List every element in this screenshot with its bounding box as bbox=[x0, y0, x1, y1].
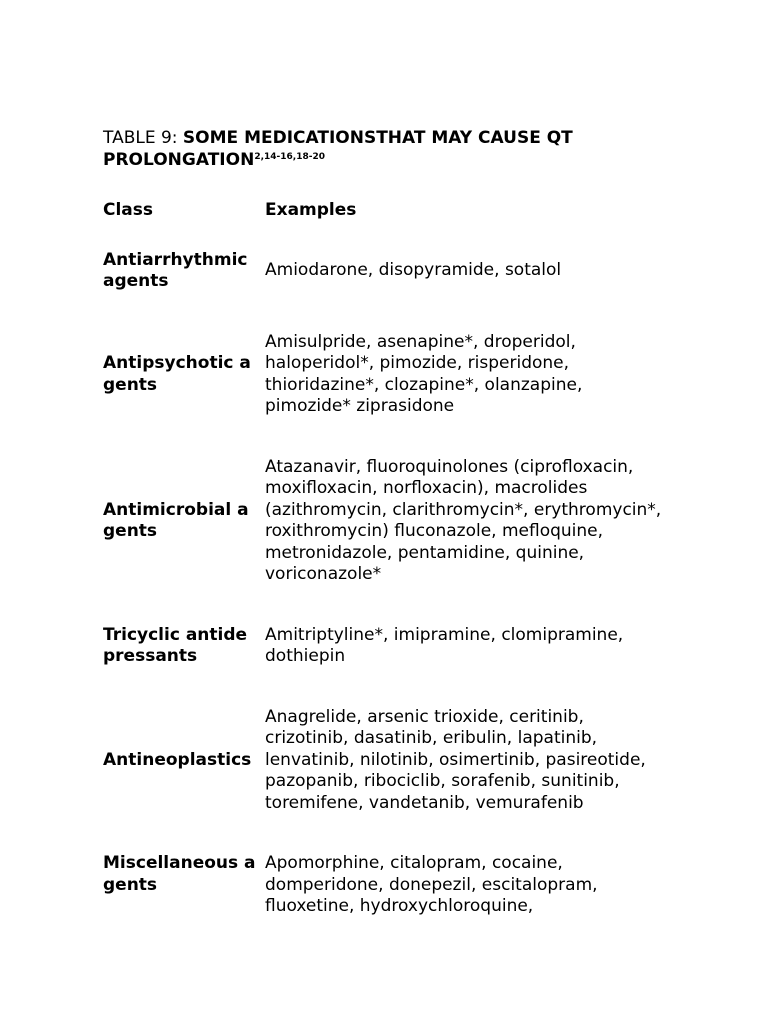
table-row bbox=[103, 457, 663, 625]
table-row bbox=[103, 853, 663, 918]
header-examples: Examples bbox=[265, 200, 357, 220]
row-examples: Atazanavir, fluoroquinolones (ciprofloxacin, moxifloxacin, norfloxacin), macrolides (azithromycin, clarithromycin*, erythromycin*, roxithromycin) fluconazole, mefloquine, metronidazole, pentamidine, quinine, voriconazole* bbox=[265, 456, 662, 584]
row-examples: Anagrelide, arsenic trioxide, ceritinib, crizotinib, dasatinib, eribulin, lapatinib, lenvatinib, nilotinib, osimertinib, pasireotide, pazopanib, ribociclib, sorafenib, sunitinib, toremifene, vandetanib, vemurafenib bbox=[265, 706, 646, 813]
caption-prefix: TABLE 9: bbox=[103, 128, 183, 148]
row-class: Antimicrobial agents bbox=[103, 499, 249, 541]
table-row bbox=[103, 332, 663, 457]
row-class: Antiarrhythmic agents bbox=[103, 249, 248, 291]
row-class: Tricyclic antidepressants bbox=[103, 624, 248, 666]
row-class: Antipsychotic agents bbox=[103, 353, 251, 395]
table-row bbox=[103, 707, 663, 854]
table-row bbox=[103, 625, 663, 707]
table-caption bbox=[103, 127, 663, 171]
row-class: Miscellaneous agents bbox=[103, 853, 256, 895]
row-class: Antineoplastics bbox=[103, 749, 252, 770]
medications-table bbox=[103, 200, 663, 918]
caption-references: 2,14-16,18-20 bbox=[254, 152, 325, 162]
document-page bbox=[103, 127, 663, 918]
table-header-row bbox=[103, 200, 663, 250]
row-examples: Amiodarone, disopyramide, sotalol bbox=[265, 260, 562, 281]
row-examples: Amisulpride, asenapine*, droperidol, haloperidol*, pimozide, risperidone, thioridazine*, clozapine*, olanzapine, pimozide* ziprasidone bbox=[265, 331, 583, 416]
table-row bbox=[103, 250, 663, 332]
row-examples: Amitriptyline*, imipramine, clomipramine, dothiepin bbox=[265, 624, 624, 666]
header-class: Class bbox=[103, 200, 154, 220]
row-examples: Apomorphine, citalopram, cocaine, domperidone, donepezil, escitalopram, fluoxetine, hydroxychloroquine, bbox=[265, 853, 598, 916]
caption-title: SOME MEDICATIONSTHAT MAY CAUSE QT PROLONGATION bbox=[103, 128, 573, 170]
